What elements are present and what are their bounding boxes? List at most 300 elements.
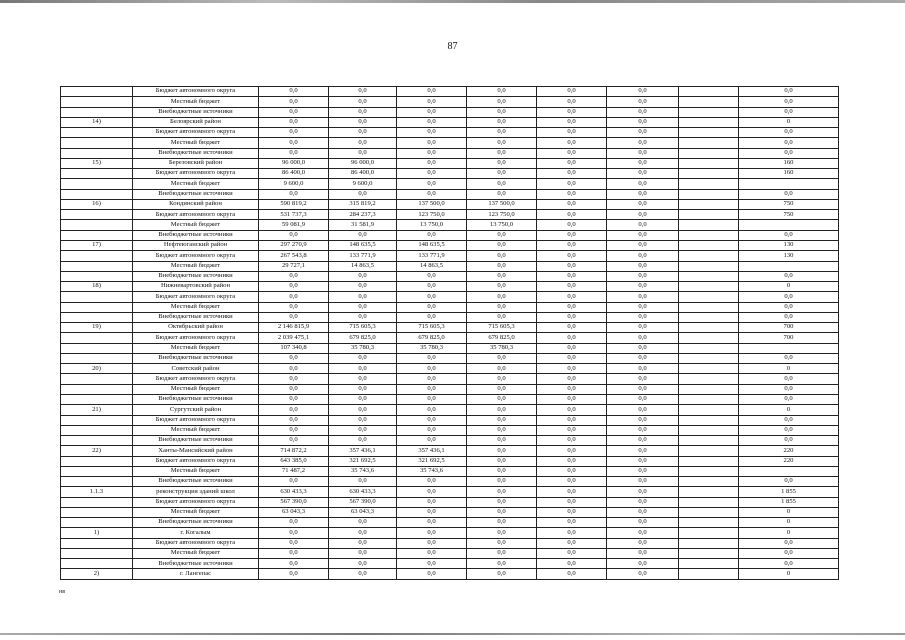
value-cell: 0,0	[467, 394, 537, 404]
value-cell: 0,0	[607, 117, 679, 127]
value-cell: 9 600,0	[259, 179, 329, 189]
value-cell: 0,0	[537, 353, 607, 363]
value-cell: 0,0	[467, 179, 537, 189]
row-number-cell	[61, 230, 133, 240]
value-cell: 0,0	[329, 128, 397, 138]
row-name-cell: г. Лангепас	[133, 569, 259, 580]
value-cell: 220	[739, 456, 839, 466]
footer-mark: нв	[59, 589, 66, 595]
value-cell: 0,0	[259, 230, 329, 240]
value-cell: 0,0	[329, 282, 397, 292]
value-cell: 0,0	[607, 240, 679, 250]
table-row	[61, 323, 839, 333]
value-cell: 1 855	[739, 497, 839, 507]
value-cell: 160	[739, 158, 839, 168]
value-cell	[679, 117, 739, 127]
value-cell: 0,0	[467, 261, 537, 271]
value-cell: 0,0	[259, 405, 329, 415]
table-row	[61, 97, 839, 107]
row-number-cell	[61, 436, 133, 446]
value-cell: 0,0	[607, 497, 679, 507]
value-cell	[679, 107, 739, 117]
value-cell: 0,0	[607, 425, 679, 435]
row-number-cell	[61, 507, 133, 517]
value-cell: 0,0	[467, 148, 537, 158]
value-cell: 0,0	[259, 87, 329, 97]
row-number-cell	[61, 251, 133, 261]
row-name-cell: Октябрьский район	[133, 323, 259, 333]
value-cell: 35 743,6	[329, 466, 397, 476]
table-row	[61, 179, 839, 189]
value-cell: 0,0	[397, 312, 467, 322]
value-cell	[679, 199, 739, 209]
table-row	[61, 405, 839, 415]
row-number-cell	[61, 477, 133, 487]
value-cell: 0,0	[329, 415, 397, 425]
value-cell: 0,0	[259, 528, 329, 538]
value-cell: 0,0	[467, 507, 537, 517]
value-cell: 321 692,5	[397, 456, 467, 466]
row-number-cell	[61, 466, 133, 476]
row-number-cell: 16)	[61, 199, 133, 209]
value-cell: 0,0	[259, 292, 329, 302]
value-cell: 0,0	[739, 477, 839, 487]
row-number-cell: 14)	[61, 117, 133, 127]
row-name-cell: Бюджет автономного округа	[133, 374, 259, 384]
value-cell: 0,0	[467, 528, 537, 538]
value-cell: 679 825,0	[397, 333, 467, 343]
row-number-cell	[61, 302, 133, 312]
value-cell: 0,0	[537, 107, 607, 117]
row-number-cell	[61, 210, 133, 220]
row-name-cell: Местный бюджет	[133, 261, 259, 271]
value-cell: 0	[739, 282, 839, 292]
table-row	[61, 169, 839, 179]
value-cell	[739, 179, 839, 189]
value-cell: 321 692,5	[329, 456, 397, 466]
value-cell: 0,0	[329, 189, 397, 199]
value-cell: 0,0	[259, 148, 329, 158]
value-cell: 0,0	[397, 189, 467, 199]
value-cell	[679, 261, 739, 271]
value-cell: 0,0	[397, 507, 467, 517]
value-cell: 0,0	[259, 117, 329, 127]
value-cell: 14 863,5	[397, 261, 467, 271]
value-cell: 0,0	[537, 220, 607, 230]
value-cell: 0,0	[259, 518, 329, 528]
row-name-cell: Кондинский район	[133, 199, 259, 209]
value-cell: 96 000,0	[259, 158, 329, 168]
value-cell: 0,0	[607, 569, 679, 580]
value-cell: 0,0	[467, 302, 537, 312]
value-cell: 0,0	[329, 384, 397, 394]
value-cell: 0,0	[537, 456, 607, 466]
value-cell	[679, 487, 739, 497]
table-row	[61, 261, 839, 271]
table-row	[61, 497, 839, 507]
value-cell	[679, 374, 739, 384]
value-cell: 0,0	[397, 117, 467, 127]
value-cell: 0,0	[739, 271, 839, 281]
row-name-cell: Местный бюджет	[133, 384, 259, 394]
table-row	[61, 425, 839, 435]
value-cell: 0,0	[329, 117, 397, 127]
table-row	[61, 446, 839, 456]
value-cell: 0,0	[739, 87, 839, 97]
value-cell: 0,0	[607, 394, 679, 404]
row-number-cell	[61, 559, 133, 569]
value-cell: 0,0	[467, 497, 537, 507]
value-cell: 0,0	[607, 477, 679, 487]
value-cell: 0,0	[397, 477, 467, 487]
value-cell: 0,0	[607, 220, 679, 230]
row-number-cell	[61, 353, 133, 363]
value-cell: 315 819,2	[329, 199, 397, 209]
value-cell	[679, 87, 739, 97]
scan-edge-bottom	[0, 633, 905, 635]
value-cell: 0	[739, 117, 839, 127]
value-cell: 0,0	[739, 374, 839, 384]
value-cell: 0,0	[329, 374, 397, 384]
row-name-cell: Внебюджетные источники	[133, 353, 259, 363]
value-cell: 0,0	[739, 436, 839, 446]
value-cell: 0,0	[397, 158, 467, 168]
value-cell: 0,0	[537, 271, 607, 281]
row-name-cell: Бюджет автономного округа	[133, 169, 259, 179]
value-cell: 0,0	[739, 189, 839, 199]
value-cell: 0,0	[607, 559, 679, 569]
row-name-cell: Местный бюджет	[133, 220, 259, 230]
value-cell: 0,0	[739, 292, 839, 302]
value-cell: 0,0	[259, 374, 329, 384]
value-cell: 31 581,9	[329, 220, 397, 230]
value-cell: 0,0	[537, 466, 607, 476]
value-cell: 0,0	[467, 518, 537, 528]
value-cell: 0,0	[607, 199, 679, 209]
value-cell: 0,0	[397, 179, 467, 189]
table-row	[61, 312, 839, 322]
row-name-cell: Местный бюджет	[133, 466, 259, 476]
value-cell: 0,0	[607, 292, 679, 302]
budget-table	[60, 86, 839, 580]
table-row	[61, 251, 839, 261]
value-cell: 0	[739, 569, 839, 580]
value-cell: 63 043,3	[329, 507, 397, 517]
value-cell: 0,0	[329, 394, 397, 404]
row-name-cell: Местный бюджет	[133, 97, 259, 107]
value-cell: 0,0	[259, 107, 329, 117]
value-cell: 0,0	[259, 415, 329, 425]
value-cell: 0,0	[467, 312, 537, 322]
value-cell: 0,0	[467, 292, 537, 302]
value-cell	[739, 261, 839, 271]
row-number-cell	[61, 415, 133, 425]
table-row	[61, 87, 839, 97]
table-row	[61, 282, 839, 292]
value-cell: 0,0	[739, 548, 839, 558]
value-cell: 0,0	[607, 405, 679, 415]
table-row	[61, 333, 839, 343]
value-cell: 0,0	[467, 364, 537, 374]
row-number-cell	[61, 456, 133, 466]
table-row	[61, 189, 839, 199]
value-cell: 0,0	[397, 271, 467, 281]
value-cell: 0,0	[607, 128, 679, 138]
row-name-cell: Бюджет автономного округа	[133, 538, 259, 548]
value-cell: 0,0	[329, 292, 397, 302]
value-cell: 0,0	[739, 107, 839, 117]
value-cell	[679, 138, 739, 148]
value-cell: 0,0	[607, 333, 679, 343]
value-cell: 14 863,5	[329, 261, 397, 271]
value-cell: 0,0	[537, 312, 607, 322]
table-row	[61, 528, 839, 538]
row-number-cell	[61, 97, 133, 107]
value-cell: 0,0	[739, 415, 839, 425]
value-cell: 0,0	[537, 292, 607, 302]
value-cell: 0,0	[329, 559, 397, 569]
value-cell: 0,0	[329, 87, 397, 97]
value-cell: 590 819,2	[259, 199, 329, 209]
value-cell: 0	[739, 364, 839, 374]
row-number-cell	[61, 374, 133, 384]
value-cell: 0,0	[329, 436, 397, 446]
row-number-cell	[61, 312, 133, 322]
value-cell: 86 400,0	[259, 169, 329, 179]
value-cell: 0,0	[537, 261, 607, 271]
row-number-cell	[61, 261, 133, 271]
value-cell: 0,0	[607, 374, 679, 384]
value-cell: 700	[739, 333, 839, 343]
value-cell: 643 385,0	[259, 456, 329, 466]
value-cell: 0,0	[607, 138, 679, 148]
value-cell: 0,0	[607, 528, 679, 538]
value-cell: 0,0	[397, 425, 467, 435]
value-cell: 0,0	[739, 394, 839, 404]
row-name-cell: Местный бюджет	[133, 343, 259, 353]
value-cell: 0,0	[329, 548, 397, 558]
value-cell: 0,0	[259, 569, 329, 580]
value-cell: 0,0	[259, 436, 329, 446]
row-name-cell: Нижневартовский район	[133, 282, 259, 292]
value-cell: 0,0	[739, 384, 839, 394]
value-cell: 630 433,3	[259, 487, 329, 497]
value-cell: 148 635,5	[329, 240, 397, 250]
value-cell	[679, 333, 739, 343]
value-cell: 0,0	[537, 436, 607, 446]
value-cell: 0,0	[329, 271, 397, 281]
value-cell: 0,0	[397, 128, 467, 138]
row-name-cell: Местный бюджет	[133, 507, 259, 517]
value-cell: 0,0	[329, 107, 397, 117]
value-cell	[679, 353, 739, 363]
row-name-cell: Нефтеюганский район	[133, 240, 259, 250]
value-cell: 0,0	[537, 117, 607, 127]
value-cell	[679, 405, 739, 415]
value-cell	[679, 251, 739, 261]
value-cell: 0,0	[467, 415, 537, 425]
row-number-cell: 18)	[61, 282, 133, 292]
table-row	[61, 364, 839, 374]
value-cell: 0,0	[537, 446, 607, 456]
value-cell: 0,0	[397, 538, 467, 548]
value-cell: 0,0	[329, 302, 397, 312]
value-cell: 130	[739, 251, 839, 261]
value-cell: 0,0	[607, 538, 679, 548]
value-cell: 0,0	[467, 158, 537, 168]
row-number-cell	[61, 138, 133, 148]
value-cell: 284 237,3	[329, 210, 397, 220]
value-cell	[679, 466, 739, 476]
row-name-cell: г. Когалым	[133, 528, 259, 538]
row-number-cell	[61, 425, 133, 435]
value-cell	[739, 466, 839, 476]
value-cell: 0,0	[467, 548, 537, 558]
value-cell: 0,0	[259, 189, 329, 199]
row-name-cell: Местный бюджет	[133, 179, 259, 189]
value-cell: 0,0	[467, 374, 537, 384]
value-cell: 0,0	[607, 466, 679, 476]
row-name-cell: Бюджет автономного округа	[133, 497, 259, 507]
budget-table-body	[61, 87, 839, 580]
table-row	[61, 507, 839, 517]
value-cell: 63 043,3	[259, 507, 329, 517]
value-cell: 0,0	[259, 538, 329, 548]
value-cell: 0,0	[537, 405, 607, 415]
value-cell: 0,0	[607, 436, 679, 446]
value-cell	[679, 394, 739, 404]
value-cell: 0,0	[329, 477, 397, 487]
row-name-cell: Бюджет автономного округа	[133, 292, 259, 302]
value-cell: 35 780,3	[397, 343, 467, 353]
value-cell: 0,0	[607, 179, 679, 189]
row-number-cell	[61, 343, 133, 353]
table-row	[61, 436, 839, 446]
value-cell: 0,0	[607, 384, 679, 394]
value-cell: 0,0	[739, 538, 839, 548]
value-cell: 137 500,0	[467, 199, 537, 209]
value-cell: 0,0	[537, 548, 607, 558]
value-cell: 0,0	[467, 466, 537, 476]
value-cell: 0,0	[467, 446, 537, 456]
value-cell	[679, 323, 739, 333]
value-cell: 0,0	[467, 189, 537, 199]
table-row	[61, 466, 839, 476]
row-number-cell	[61, 497, 133, 507]
table-row	[61, 292, 839, 302]
row-name-cell: Ханты-Мансийский район	[133, 446, 259, 456]
value-cell: 0,0	[607, 189, 679, 199]
value-cell: 0,0	[537, 138, 607, 148]
value-cell	[679, 518, 739, 528]
value-cell: 0,0	[607, 415, 679, 425]
value-cell: 0,0	[397, 138, 467, 148]
value-cell: 0,0	[329, 353, 397, 363]
value-cell: 0,0	[607, 353, 679, 363]
row-number-cell	[61, 271, 133, 281]
value-cell: 679 825,0	[329, 333, 397, 343]
row-number-cell: 1)	[61, 528, 133, 538]
value-cell	[679, 128, 739, 138]
row-name-cell: Внебюджетные источники	[133, 230, 259, 240]
value-cell: 0,0	[329, 405, 397, 415]
table-row	[61, 240, 839, 250]
row-number-cell	[61, 189, 133, 199]
value-cell: 0,0	[397, 497, 467, 507]
value-cell: 0,0	[467, 240, 537, 250]
table-row	[61, 148, 839, 158]
row-name-cell: Бюджет автономного округа	[133, 456, 259, 466]
value-cell: 0,0	[397, 436, 467, 446]
value-cell: 0,0	[329, 528, 397, 538]
value-cell: 0,0	[467, 456, 537, 466]
table-row	[61, 548, 839, 558]
row-number-cell: 20)	[61, 364, 133, 374]
value-cell: 357 436,1	[397, 446, 467, 456]
value-cell: 0,0	[537, 487, 607, 497]
value-cell: 0,0	[467, 107, 537, 117]
value-cell: 0,0	[607, 507, 679, 517]
value-cell: 0,0	[397, 230, 467, 240]
value-cell: 0,0	[259, 548, 329, 558]
table-row	[61, 538, 839, 548]
value-cell: 0,0	[537, 128, 607, 138]
value-cell: 0,0	[537, 148, 607, 158]
value-cell: 0,0	[397, 292, 467, 302]
value-cell: 35 743,6	[397, 466, 467, 476]
value-cell	[679, 456, 739, 466]
value-cell: 0,0	[397, 559, 467, 569]
value-cell: 0,0	[329, 230, 397, 240]
value-cell: 0	[739, 507, 839, 517]
value-cell	[739, 343, 839, 353]
value-cell	[679, 528, 739, 538]
row-name-cell: Белоярский район	[133, 117, 259, 127]
value-cell: 0,0	[397, 87, 467, 97]
table-row	[61, 158, 839, 168]
value-cell: 0,0	[397, 394, 467, 404]
value-cell: 0,0	[607, 312, 679, 322]
value-cell: 0,0	[537, 199, 607, 209]
row-number-cell: 1.1.3	[61, 487, 133, 497]
value-cell: 0,0	[739, 230, 839, 240]
row-number-cell	[61, 548, 133, 558]
value-cell: 0,0	[607, 87, 679, 97]
value-cell: 0,0	[259, 312, 329, 322]
value-cell: 0,0	[607, 323, 679, 333]
value-cell	[679, 97, 739, 107]
row-name-cell: Бюджет автономного округа	[133, 333, 259, 343]
value-cell: 0,0	[607, 487, 679, 497]
page-number: 87	[447, 41, 458, 52]
value-cell: 133 771,9	[329, 251, 397, 261]
value-cell: 0,0	[739, 128, 839, 138]
value-cell: 0,0	[537, 240, 607, 250]
value-cell: 715 605,3	[467, 323, 537, 333]
value-cell: 123 750,0	[397, 210, 467, 220]
row-name-cell: Местный бюджет	[133, 138, 259, 148]
value-cell: 0,0	[397, 302, 467, 312]
value-cell: 0,0	[537, 158, 607, 168]
value-cell: 0,0	[739, 312, 839, 322]
scan-edge-top	[0, 0, 905, 3]
value-cell: 0,0	[537, 559, 607, 569]
row-name-cell: Внебюджетные источники	[133, 107, 259, 117]
value-cell	[679, 179, 739, 189]
value-cell: 0,0	[537, 569, 607, 580]
value-cell	[679, 210, 739, 220]
value-cell: 0,0	[537, 538, 607, 548]
